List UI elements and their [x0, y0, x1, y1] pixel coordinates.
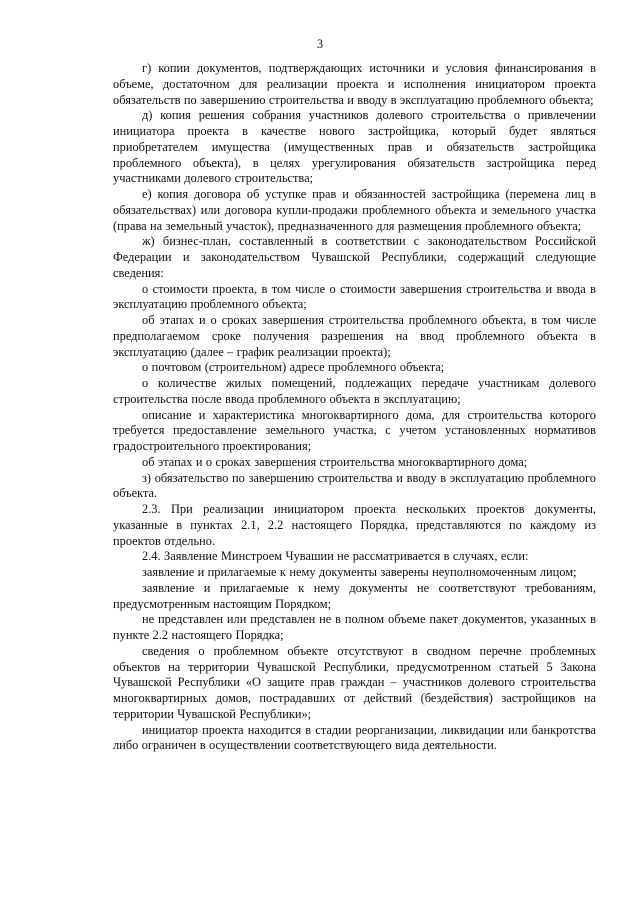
paragraph-incomplete-package: не представлен или представлен не в полном объеме пакет документов, указанных в пункте 2.2 настоящего Порядка; [113, 612, 596, 642]
paragraph-residential-units: о количестве жилых помещений, подлежащих передаче участникам долевого строительства после ввода проблемного объекта в эксплуатацию; [113, 376, 596, 406]
paragraph-z-completion-obligation: з) обязательство по завершению строительства и вводу в эксплуатацию проблемного объекта. [113, 470, 596, 501]
document-body [113, 61, 596, 754]
paragraph-e-rights-assignment: е) копия договора об уступке прав и обязанностей застройщика (перемена лиц в обязательствах) или договора купли-продажи проблемного объекта и земельного участка (права на земельный участок), предназначенного для размещения проблемного объекта; [113, 187, 596, 233]
paragraph-building-description: описание и характеристика многоквартирного дома, для строительства которого требуется предоставление земельного участка, с учетом установленных нормативов градостроительного проектирования; [113, 407, 596, 453]
paragraph-postal-address: о почтовом (строительном) адресе проблемного объекта; [142, 360, 445, 375]
paragraph-non-compliant-documents: заявление и прилагаемые к нему документы не соответствуют требованиям, предусмотренным настоящим Порядком; [113, 580, 596, 611]
paragraph-project-cost: о стоимости проекта, в том числе о стоимости завершения строительства и ввода в эксплуатацию проблемного объекта; [113, 281, 596, 312]
paragraph-building-stages: об этапах и о сроках завершения строительства многоквартирного дома; [142, 454, 528, 469]
paragraph-not-in-registry: сведения о проблемном объекте отсутствуют в сводном перечне проблемных объектов на территории Чувашской Республики, предусмотренном статьей 5 Закона Чувашской Республики «О защите прав граждан – участников долевого строительства многоквартирных домов, пострадавших от действий (бездействия) застройщиков на территории Чувашской Республики»; [113, 643, 596, 721]
paragraph-zh-business-plan: ж) бизнес-план, составленный в соответствии с законодательством Российской Федерации и законодательством Чувашской Республики, содержащий следующие сведения: [113, 234, 596, 280]
paragraph-2-4-rejection-cases: 2.4. Заявление Минстроем Чувашии не рассматривается в случаях, если: [142, 549, 529, 564]
paragraph-reorganization-liquidation: инициатор проекта находится в стадии реорганизации, ликвидации или банкротства либо ограничен в осуществлении соответствующего вида деятельности. [113, 722, 596, 753]
paragraph-construction-stages: об этапах и о сроках завершения строительства проблемного объекта, в том числе предполагаемом сроке получения разрешения на ввод проблемного объекта в эксплуатацию (далее – график реализации проекта); [113, 313, 596, 359]
paragraph-2-3-multiple-projects: 2.3. При реализации инициатором проекта нескольких проектов документы, указанные в пунктах 2.1, 2.2 настоящего Порядка, представляются по каждому из проектов отдельно. [113, 502, 596, 548]
paragraph-unauthorized-signature: заявление и прилагаемые к нему документы заверены неуполномоченным лицом; [142, 565, 577, 579]
paragraph-g-financing-documents: г) копии документов, подтверждающих источники и условия финансирования в объеме, достаточном для реализации проекта и исполнения инициатором проекта обязательств по завершению строительства и вводу в эксплуатацию проблемного объекта; [113, 61, 596, 107]
paragraph-d-meeting-decision: д) копия решения собрания участников долевого строительства о привлечении инициатора проекта в качестве нового застройщика, который будет являться приобретателем имущества (имущественных прав и обязательств застройщика проблемного объекта), в целях урегулирования обязательств застройщика перед участниками долевого строительства; [113, 108, 596, 186]
page-number: 3 [316, 37, 324, 51]
